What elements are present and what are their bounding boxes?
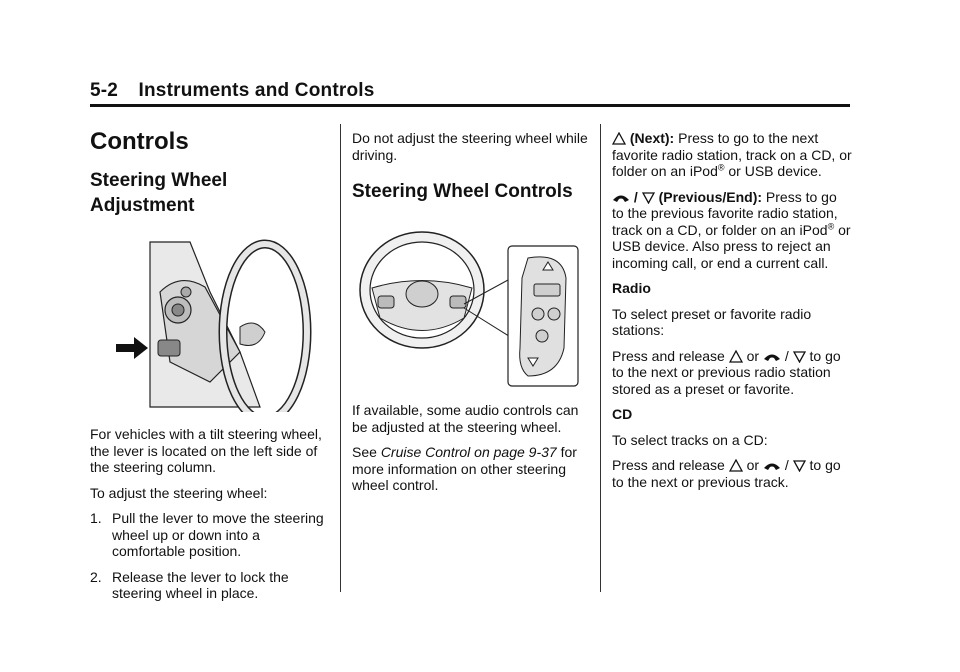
- previous-call-icon: [763, 352, 781, 363]
- text: or: [746, 457, 760, 473]
- page-number: 5-2: [90, 80, 119, 101]
- subheading-radio: Radio: [612, 280, 651, 296]
- text: to: [809, 457, 822, 473]
- text: /: [784, 457, 789, 473]
- page-header: [90, 80, 850, 106]
- text: to: [809, 347, 822, 364]
- down-triangle-icon: [642, 192, 655, 204]
- previous-text: Press to go to the previous favorite radio station, track on a CD, or folder on an iPod: [612, 188, 838, 238]
- section-heading: Controls: [90, 128, 189, 155]
- next-text: Press to go to the next favorite radio station, track on a CD, or folder on an iPod: [612, 130, 852, 179]
- list-item: [90, 569, 330, 602]
- text: Press and release: [612, 457, 725, 473]
- text: go to the next or previous radio station stored as a preset or favorite.: [612, 347, 841, 397]
- paragraph: Do not adjust the steering wheel while driving.: [352, 130, 588, 163]
- paragraph-next: [612, 130, 852, 180]
- text: or: [746, 347, 760, 364]
- paragraph: To select tracks on a CD:: [612, 431, 768, 448]
- paragraph-cd-instructions: [612, 457, 852, 490]
- registered-mark: ®: [827, 220, 835, 231]
- paragraph: [352, 444, 592, 494]
- column-1: [90, 120, 330, 611]
- previous-label: (Previous/End):: [658, 188, 763, 205]
- list-number: 1.: [90, 510, 102, 526]
- registered-mark: ®: [717, 162, 725, 173]
- paragraph: To select preset or favorite radio stations:: [612, 305, 812, 338]
- paragraph-radio-instructions: [612, 348, 852, 398]
- down-triangle-icon: [793, 351, 806, 363]
- slash: /: [633, 188, 638, 205]
- next-triangle-icon: [729, 459, 743, 472]
- previous-call-icon: [763, 461, 781, 472]
- list-text: Pull the lever to move the steering wheel up or down into a comfortable position.: [112, 510, 324, 559]
- previous-tail: or USB device. Also press to reject an incoming call, or end a current call.: [612, 221, 851, 271]
- subheading-cd: CD: [612, 406, 633, 422]
- subsection-heading: Steering Wheel Controls: [352, 181, 573, 202]
- list-text: Release the lever to lock the steering wheel in place.: [112, 568, 289, 601]
- column-3: [612, 120, 852, 499]
- next-triangle-icon: [612, 132, 626, 145]
- paragraph: For vehicles with a tilt steering wheel, the lever is located on the left side of the steering column.: [90, 426, 322, 475]
- cross-reference: Cruise Control on page 9-37: [380, 444, 557, 460]
- next-triangle-icon: [729, 350, 743, 363]
- text-rest: for more information on other steering wheel control.: [352, 444, 577, 493]
- text: /: [784, 347, 789, 364]
- next-tail: or USB device.: [728, 163, 822, 179]
- paragraph: To adjust the steering wheel:: [90, 484, 268, 501]
- steering-wheel-controls-illustration: [352, 218, 592, 388]
- column-2: [352, 120, 592, 503]
- list-item: [90, 510, 330, 560]
- section-title: Instruments and Controls: [138, 80, 375, 101]
- text: Press and release: [612, 347, 725, 364]
- column-divider: [600, 124, 601, 592]
- paragraph-previous: [612, 189, 852, 272]
- subsection-heading: Steering Wheel Adjustment: [90, 170, 228, 216]
- paragraph: If available, some audio controls can be adjusted at the steering wheel.: [352, 402, 579, 435]
- text: go to the next or previous track.: [612, 457, 841, 490]
- list-number: 2.: [90, 568, 102, 585]
- previous-call-icon: [612, 193, 630, 204]
- tilt-lever-illustration: [90, 232, 330, 412]
- down-triangle-icon: [793, 460, 806, 472]
- next-label: (Next):: [629, 130, 675, 146]
- header-rule: [90, 104, 850, 107]
- text-see: See: [352, 444, 377, 460]
- column-divider: [340, 124, 341, 592]
